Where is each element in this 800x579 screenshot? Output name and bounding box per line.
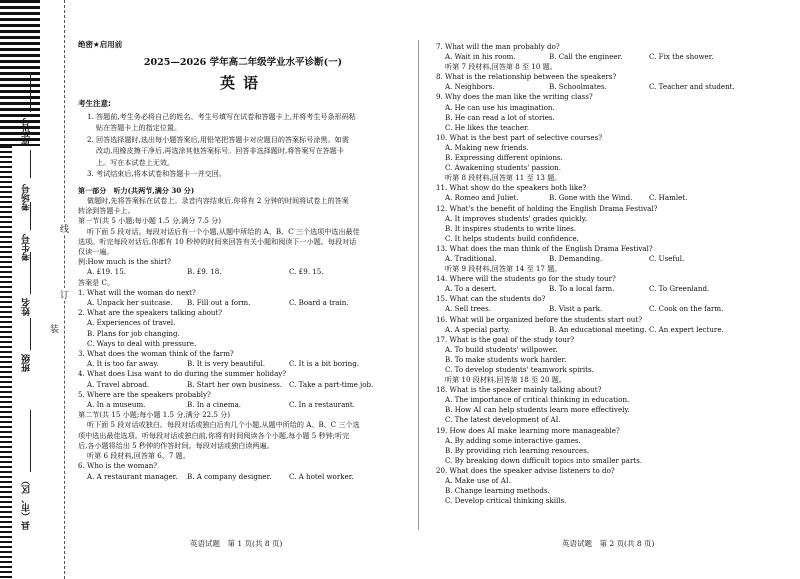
question-text: 10. What is the best part of selective courses? — [436, 132, 603, 142]
section1-title: 第一节(共 5 小题;每小题 1.5 分,满分 7.5 分) — [78, 216, 222, 226]
option: B. Demanding. — [549, 253, 603, 263]
option: A. Unpack her suitcase. — [87, 298, 173, 308]
option: C. Board a train. — [289, 298, 349, 308]
question-text: 1. What will the woman do next? — [78, 287, 196, 297]
example-question: 例:How much is the shirt? — [78, 257, 171, 267]
note-line: 1. 答题前,考生务必将自己的姓名、考生号填写在试卷和答题卡上,并将考生号条形码粘 — [87, 111, 356, 121]
exam-title: 2025—2026 学年高二年级学业水平诊断(一) — [143, 57, 343, 69]
barcode-strip — [0, 146, 12, 579]
section2-title: 第二节(共 15 小题;每小题 1.5 分,满分 22.5 分) — [78, 410, 231, 420]
option: C. Fix the shower. — [649, 52, 714, 62]
question-text: 18. What is the speaker mainly talking about? — [436, 385, 602, 395]
option: C. It is a bit boring. — [289, 359, 359, 369]
option: B. Gone with the Wind. — [549, 193, 633, 203]
notes-heading: 考生注意: — [78, 98, 111, 108]
option: B. To make students work harder. — [445, 354, 567, 364]
option: C. It helps students build confidence. — [445, 233, 579, 243]
question-options — [78, 472, 408, 482]
option: B. Call the engineer. — [549, 52, 623, 62]
question-options — [436, 82, 786, 92]
question-text: 11. What show do the speakers both like? — [436, 183, 587, 193]
option: A. It improves students' grades quickly. — [445, 213, 587, 223]
listen-instruction: 听第 9 段材料,回答第 14 至 17 题。 — [445, 264, 562, 274]
county-blank — [30, 410, 31, 472]
column-divider — [418, 40, 419, 530]
option: B. By providing rich learning resources. — [445, 445, 590, 455]
question-options — [436, 325, 786, 335]
option: B. It inspires students to write lines. — [445, 223, 577, 233]
section1-intro: 仅读一遍。 — [78, 247, 114, 257]
question-options — [436, 193, 786, 203]
cut-mark-bind: 订 — [60, 288, 69, 301]
question-text: 12. What's the benefit of holding the English Drama Festival? — [436, 203, 658, 213]
option: A. Make use of AI. — [445, 476, 511, 486]
listen-instruction: 听第 10 段材料,回答第 18 至 20 题。 — [445, 375, 566, 385]
question-text: 7. What will the man probably do? — [436, 42, 560, 51]
label-name: 姓名 — [22, 298, 32, 316]
option: C. Useful. — [649, 253, 685, 263]
option: C. To develop students' teamwork spirits. — [445, 365, 594, 374]
example-answer: 答案是 C。 — [78, 277, 115, 287]
cut-mark-pack: 装 — [50, 322, 59, 335]
section2-intro: 后,各小题将给出 5 秒钟的作答时间。每段对话或独白读两遍。 — [78, 440, 274, 450]
option: B. Expressing different opinions. — [445, 153, 563, 163]
option: A. A special party. — [445, 324, 510, 334]
label-class: 班级 — [22, 354, 32, 372]
option: C. Develop critical thinking skills. — [445, 496, 567, 506]
question-text: 15. What can the students do? — [436, 294, 546, 304]
name-blank — [30, 252, 31, 294]
right-column — [436, 42, 786, 506]
seat-number-blank — [30, 72, 31, 112]
listen-instruction: 听第 6 段材料,回答第 6、7 题。 — [87, 451, 190, 461]
option: C. He likes the teacher. — [445, 122, 530, 132]
option: C. An expert lecture. — [649, 324, 724, 334]
option: C. A hotel worker. — [289, 471, 354, 481]
question-text: 6. Who is the woman? — [78, 461, 158, 471]
option: B. In a cinema. — [187, 400, 242, 410]
option: B. To a local farm. — [549, 284, 615, 294]
question-text: 9. Why does the man like the writing class? — [436, 92, 593, 102]
question-text: 2. What are the speakers talking about? — [78, 308, 223, 318]
option: C. In a restaurant. — [289, 400, 355, 410]
section1-intro: 选项。听完每段对话后,你都有 10 秒钟的时间来回答有关小题和阅读下一小题。每段对话 — [78, 236, 357, 246]
question-options — [78, 380, 408, 390]
question-text: 4. What does Lisa want to do during the summer holiday? — [78, 369, 287, 379]
question-options — [436, 254, 786, 264]
option: A. To a desert. — [445, 284, 497, 294]
notes — [78, 111, 408, 180]
footer-right: 英语试题 第 2 页(共 8 页) — [562, 539, 655, 548]
option: A. £19. 15. — [87, 267, 126, 277]
option: B. A company designer. — [187, 471, 272, 481]
option: A. Travel abroad. — [87, 379, 150, 389]
option: C. Cook on the farm. — [649, 304, 724, 314]
option: B. How AI can help students learn more effectively. — [445, 405, 630, 415]
question-text: 19. How does AI make learning more manageable? — [436, 425, 620, 435]
option: A. In a museum. — [87, 400, 146, 410]
question-text: 20. What does the speaker advise listeners to do? — [436, 465, 615, 475]
option: C. Take a part-time job. — [289, 379, 374, 389]
option: A. Sell trees. — [445, 304, 492, 314]
part1-title: 第一部分 听力(共两节,满分 30 分) — [78, 185, 195, 195]
option: A. The importance of critical thinking in education. — [445, 395, 630, 405]
example-options — [78, 267, 408, 277]
option: B. Start her own business. — [187, 379, 283, 389]
question-options — [78, 298, 408, 308]
question-text: 8. What is the relationship between the speakers? — [436, 72, 617, 82]
note-line: 贴在答题卡上的指定位置。 — [96, 123, 182, 133]
option: A. Making new friends. — [445, 142, 529, 152]
question-text: 14. Where will the students go for the study tour? — [436, 274, 616, 284]
question-options — [78, 400, 408, 410]
part1-intro: 转涂到答题卡上。 — [78, 206, 135, 216]
cut-mark-line: 线 — [60, 222, 69, 235]
question-text: 17. What is the goal of the study tour? — [436, 334, 575, 344]
footer-left: 英语试题 第 1 页(共 8 页) — [190, 539, 283, 548]
exam-room-blank — [30, 150, 31, 178]
option: A. By adding some interactive games. — [445, 435, 581, 445]
label-exam-room: 考场号 — [22, 184, 32, 211]
option: A. A restaurant manager. — [87, 471, 178, 481]
option: B. Plans for job changing. — [87, 328, 180, 338]
option: A. Neighbors. — [445, 82, 495, 92]
option: B. £9. 18. — [187, 267, 222, 277]
confidential-mark: 绝密★启用前 — [78, 40, 123, 49]
question-text: 3. What does the woman think of the farm? — [78, 349, 234, 359]
question-options — [436, 52, 786, 62]
section2-intro: 项中选出最佳选项。听每段对话或独白前,你将有时间阅读各个小题,每小题 5 秒钟;听完 — [78, 430, 350, 440]
left-questions — [78, 288, 408, 410]
option: B. Visit a park. — [549, 304, 603, 314]
question-text: 13. What does the man think of the English Drama Festival? — [436, 243, 653, 253]
question-text: 16. What will be organized before the students start out? — [436, 314, 643, 324]
note-line: 上。写在本试卷上无效。 — [96, 157, 175, 167]
option: C. By breaking down difficult topics into smaller parts. — [445, 455, 643, 465]
option: C. Hamlet. — [649, 193, 688, 203]
option: A. He can use his imagination. — [445, 102, 555, 112]
label-seat-number: 座位号 — [22, 118, 32, 145]
option: C. To Greenland. — [649, 284, 710, 294]
label-county: 县（市、区） — [22, 476, 32, 530]
section1-intro: 听下面 5 段对话。每段对话后有一个小题,从题中所给的 A、B、C 三个选项中选出最佳 — [87, 226, 360, 236]
subject-title: 英语 — [219, 74, 266, 93]
option: C. Awakening students' passion. — [445, 163, 561, 173]
option: A. It is too far away. — [87, 359, 159, 369]
note-line: 2. 回答选择题时,选出每小题答案后,用铅笔把答题卡对应题目的答案标号涂黑。如需 — [87, 134, 349, 144]
note-line: 改动,用橡皮擦干净后,再选涂其他答案标号。回答非选择题时,将答案写在答题卡 — [96, 146, 344, 156]
option: B. Fill out a form. — [187, 298, 251, 308]
left-column — [78, 40, 408, 482]
option: B. Schoolmates. — [549, 82, 607, 92]
option: C. £9. 15. — [289, 267, 324, 277]
section2-intro: 听下面 5 段对话或独白。每段对话或独白后有几个小题,从题中所给的 A、B、C 三个选 — [87, 420, 360, 430]
option: B. It is very beautiful. — [187, 359, 266, 369]
option: B. An educational meeting. — [549, 324, 647, 334]
option: A. To build students' willpower. — [445, 344, 558, 354]
listen-instruction: 听第 8 段材料,回答第 11 至 13 题。 — [445, 173, 562, 183]
option: A. Romeo and Juliet. — [445, 193, 519, 203]
question-text: 5. Where are the speakers probably? — [78, 389, 211, 399]
label-candidate-number: 考生号 — [22, 234, 32, 261]
part1-intro: 做题时,先将答案标在试卷上。录音内容结束后,你将有 2 分钟的时间将试卷上的答案 — [87, 196, 349, 206]
option: A. Experiences of travel. — [87, 318, 176, 328]
option: C. Ways to deal with pressure. — [87, 338, 197, 348]
option: B. He can read a lot of stories. — [445, 112, 555, 122]
option: A. Wait in his room. — [445, 52, 516, 62]
question-options — [436, 304, 786, 314]
listen-instruction: 听第 7 段材料,回答第 8 至 10 题。 — [445, 62, 557, 72]
option: A. Traditional. — [445, 253, 497, 263]
class-blank — [30, 318, 31, 350]
question-options — [78, 359, 408, 369]
option: C. Teacher and student. — [649, 82, 735, 92]
option: C. The latest development of AI. — [445, 415, 561, 425]
candidate-number-blank — [30, 202, 31, 230]
option: B. Change learning methods. — [445, 486, 550, 496]
question-options — [436, 284, 786, 294]
note-line: 3. 考试结束后,将本试卷和答题卡一并交回。 — [87, 169, 226, 179]
